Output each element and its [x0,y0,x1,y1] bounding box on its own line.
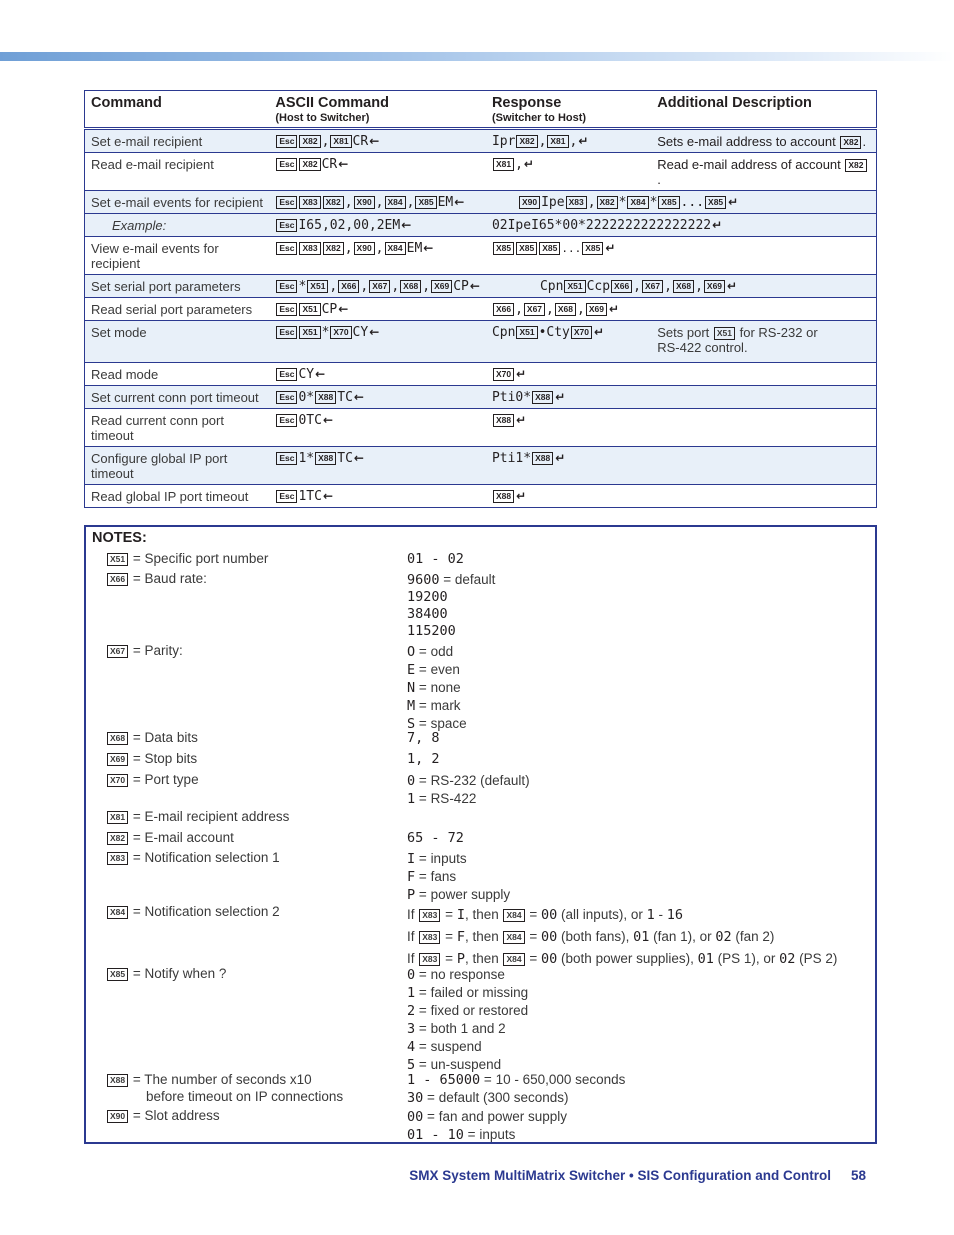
notes-box [84,525,877,1144]
return-icon: ↵ [516,489,527,503]
response: X85 X85 X85 ... X85 ↵ [486,237,651,275]
ascii-command: Esc * X51 , X66 , X67 , X68 , X69 CP← [269,275,486,298]
note-x90-values: 00 = fan and power supply 01 - 10 = inputs [407,1109,568,1143]
additional-description [651,298,876,321]
note-x88-values: 1 - 65000 = 10 - 650,000 seconds 30 = default (300 seconds) [407,1072,626,1106]
page-footer [409,1168,866,1183]
row-desc: Set mode [91,325,147,340]
left-arrow-icon: ← [338,157,349,171]
additional-description [651,485,876,508]
response: X88 ↵ [486,409,651,447]
note-x84-values: If X83 = I, then X84 = 00 (all inputs), or 1 - 16 If X83 = F, then X84 = 00 (both fans), 01 (fan 1), or 02 (fan 2) If X83 = P, then X84 = 00 (both power supplies), 01 (PS 1), or 02 (PS 2) [407,907,838,967]
ascii-command: Esc X83 X82 , X90 , X84 EM← [269,237,486,275]
left-arrow-icon: ← [423,241,434,255]
ascii-command: Esc X83 X82 , X90 , X84 , X85 EM← [269,191,486,214]
response: Pti0* X88 ↵ [491,390,566,405]
sis-command-table [84,90,877,508]
additional-description: Read e-mail address of account X82. [651,153,876,191]
table-row [85,321,877,363]
response: Pti1* X88 ↵ [491,451,566,466]
notes-title: NOTES: [92,530,147,546]
left-arrow-icon: ← [322,489,334,503]
ascii-command: Esc X82 , X81 CR← [269,129,486,153]
table-row [85,298,877,321]
table-row [85,214,877,237]
return-icon: ↵ [523,157,534,171]
ascii-command: Esc X51 CP← [269,298,486,321]
row-desc: Set e-mail recipient [91,134,203,149]
header-ascii: ASCII Command (Host to Switcher) [269,91,486,129]
ascii-command: Esc 1TC← [269,485,486,508]
note-x66: X66 = Baud rate: [106,571,207,586]
table-row [85,275,877,298]
note-x81: X81 = E-mail recipient address [106,809,289,824]
note-x82: X82 = E-mail account [106,830,234,845]
response: X66 , X67 , X68 , X69 ↵ [486,298,651,321]
row-desc: Set e-mail events for recipient [91,195,263,210]
row-desc: Read mode [91,367,159,382]
table-row [85,129,877,153]
ascii-command: Esc I65,02,00,2EM← [269,214,486,237]
additional-description [651,447,876,485]
response: X90 Ipe X83 , X82 * X84 * X85 ... X85 ↵ [486,191,877,214]
left-arrow-icon: ← [454,195,465,209]
response: X81 ,↵ [486,153,651,191]
return-icon: ↵ [605,241,616,255]
return-icon: ↵ [578,134,589,148]
return-icon: ↵ [728,195,739,209]
return-icon: ↵ [594,325,605,339]
row-desc: Configure global IP port timeout [91,451,228,481]
note-x68-values: 7, 8 [407,730,440,746]
ascii-command: Esc CY← [269,363,486,386]
additional-description [651,237,876,275]
note-x70: X70 = Port type [106,772,199,787]
return-icon: ↵ [555,451,566,465]
additional-description: Sets port X51 for RS-232 or RS-422 control. [657,325,818,355]
response: Ipr X82 , X81 ,↵ [491,134,589,149]
note-x83-values: I = inputs F = fans P = power supply [407,851,511,903]
return-icon: ↵ [727,279,738,293]
note-x69-values: 1, 2 [407,751,440,767]
return-icon: ↵ [608,302,619,316]
row-desc: Read global IP port timeout [91,489,249,504]
response: Cpn X51 Ccp X66 , X67 , X68 , X69 ↵ [539,279,738,294]
additional-description: Sets e-mail address to account X82 . [657,134,867,149]
return-icon: ↵ [555,390,566,404]
response: Cpn X51 •Cty X70 ↵ [491,325,605,340]
left-arrow-icon: ← [338,302,349,316]
additional-description [651,363,876,386]
row-desc: Read serial port parameters [91,302,253,317]
row-desc: Set serial port parameters [91,279,241,294]
ascii-command: Esc X51 * X70 CY← [269,321,486,363]
note-x51: X51 = Specific port number [106,551,268,566]
header-color-bar [0,52,954,61]
table-row [85,447,877,485]
left-arrow-icon: ← [369,325,380,339]
note-x70-values: 0 = RS-232 (default) 1 = RS-422 [407,773,530,807]
ascii-command: Esc X82 CR← [269,153,486,191]
footer-title: SMX System MultiMatrix Switcher • SIS Configuration and Control [409,1168,831,1183]
table-row [85,191,877,214]
header-command: Command [85,91,270,129]
ascii-command: Esc 0TC← [269,409,486,447]
row-desc: View e-mail events for recipient [91,241,219,271]
page-number: 58 [850,1168,866,1183]
table-row [85,409,877,447]
left-arrow-icon: ← [322,413,334,427]
note-x85: X85 = Notify when ? [106,966,226,981]
left-arrow-icon: ← [315,367,326,381]
table-row [85,153,877,191]
row-desc: Example: [112,218,167,233]
additional-description [651,409,876,447]
row-desc: Set current conn port timeout [91,390,259,405]
note-x85-values: 0 = no response 1 = failed or missing 2 = fixed or restored 3 = both 1 and 2 4 = suspend 5 = un-suspend [407,967,529,1073]
return-icon: ↵ [516,413,527,427]
note-x82-values: 65 - 72 [407,830,464,846]
note-x68: X68 = Data bits [106,730,198,745]
table-row [85,485,877,508]
row-desc: Read current conn port timeout [91,413,224,443]
note-x66-values: 9600 = default 19200 38400 115200 [407,572,496,639]
note-x88: X88 = The number of seconds x10 before timeout on IP connections [106,1071,343,1105]
header-response: Response (Switcher to Host) [486,91,651,129]
row-desc: Read e-mail recipient [91,157,214,172]
table-row [85,237,877,275]
ascii-command: Esc 1* X88 TC← [269,447,486,485]
left-arrow-icon: ← [469,279,480,293]
response: X70 ↵ [486,363,651,386]
response: X88 ↵ [486,485,651,508]
left-arrow-icon: ← [401,218,412,232]
additional-description [651,386,876,409]
table-row [85,386,877,409]
note-x84: X84 = Notification selection 2 [106,904,280,919]
left-arrow-icon: ← [369,134,380,148]
left-arrow-icon: ← [353,451,364,465]
response: 02IpeI65*00*2222222222222222↵ [491,218,723,233]
return-icon: ↵ [712,218,723,232]
header-additional: Additional Description [651,91,876,129]
note-x69: X69 = Stop bits [106,751,197,766]
left-arrow-icon: ← [353,390,364,404]
note-x67-values: O = odd E = even N = none M = mark S = space [407,644,467,732]
table-row [85,363,877,386]
note-x90: X90 = Slot address [106,1108,220,1123]
return-icon: ↵ [516,367,527,381]
note-x67: X67 = Parity: [106,643,183,658]
table-header-row [85,91,877,129]
ascii-command: Esc 0* X88 TC← [269,386,486,409]
note-x51-values: 01 - 02 [407,551,464,567]
note-x83: X83 = Notification selection 1 [106,850,280,865]
